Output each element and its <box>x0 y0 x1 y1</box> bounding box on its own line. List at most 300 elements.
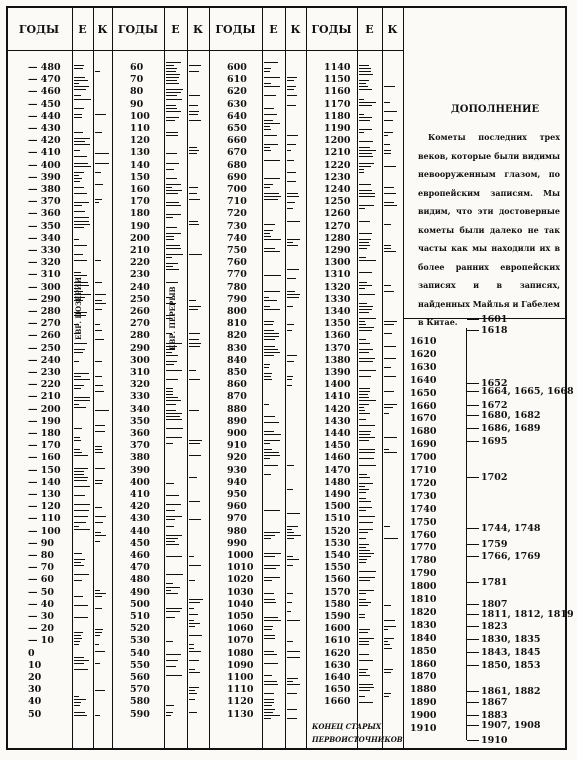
recent-tick <box>467 383 479 384</box>
tick-e <box>359 614 365 615</box>
year-label: 1110 <box>227 684 254 696</box>
tick-e <box>359 245 370 246</box>
tick-k <box>95 593 106 594</box>
tick-k <box>384 248 391 249</box>
tick-e <box>359 593 366 594</box>
tick-e <box>359 361 373 362</box>
tick-k <box>384 605 391 606</box>
tick-k <box>189 620 194 621</box>
year-label: 530 <box>130 635 150 647</box>
tick-k <box>95 632 102 633</box>
tick-e <box>359 684 373 685</box>
year-label: — 320 <box>28 257 61 269</box>
tick-e <box>264 355 274 356</box>
year-label: 720 <box>227 208 247 220</box>
tick-e <box>166 394 173 395</box>
tick-k <box>189 602 200 603</box>
tick-k <box>95 507 102 508</box>
recent-year: 1740 <box>410 503 437 515</box>
tick-e <box>74 516 88 517</box>
year-label: — 20 <box>28 623 55 635</box>
tick-e <box>359 397 369 398</box>
tick-e <box>359 282 367 283</box>
tick-k <box>189 410 199 411</box>
tick-e <box>74 352 83 353</box>
tick-e <box>264 675 272 676</box>
tick-k <box>95 468 105 469</box>
tick-e <box>166 178 177 179</box>
year-label: 650 <box>227 123 247 134</box>
year-label: 770 <box>227 269 247 281</box>
year-label: 1200 <box>324 135 351 147</box>
column-divider <box>93 6 94 750</box>
tick-e <box>74 715 87 716</box>
tick-e <box>166 712 173 713</box>
tick-e <box>166 193 178 194</box>
tick-k <box>189 333 200 334</box>
tick-e <box>359 434 370 435</box>
tick-k <box>287 202 295 203</box>
tick-k <box>384 648 392 649</box>
tick-e <box>359 529 373 530</box>
tick-k <box>95 635 100 636</box>
header-rule <box>6 50 403 51</box>
addendum-text: Кометы последних трех веков, которые были видимы невооруженным глазом, по европейским записям. Мы видим, что эти достоверные кометы были далеко не так часты как мы находили их в более ранних европейских записях и в записях, найденных Майлья и Габелем в Китае. <box>418 132 560 327</box>
year-label: — 450 <box>28 98 61 110</box>
tick-e <box>359 449 375 450</box>
tick-k <box>384 641 388 642</box>
tick-k <box>189 608 194 609</box>
year-label: 1270 <box>324 220 351 232</box>
year-label: 960 <box>227 501 247 513</box>
tick-e <box>359 544 369 545</box>
tick-k <box>384 193 396 194</box>
tick-e <box>359 349 373 350</box>
tick-e <box>166 80 177 81</box>
year-label: 1390 <box>324 367 351 378</box>
tick-e <box>359 318 376 319</box>
year-label: 1620 <box>324 647 351 659</box>
tick-e <box>74 68 83 69</box>
tick-e <box>166 65 174 66</box>
year-label: 1560 <box>324 574 351 586</box>
tick-e <box>359 550 370 551</box>
tick-e <box>264 321 274 322</box>
tick-e <box>264 440 280 441</box>
tick-e <box>264 346 275 347</box>
tick-k <box>95 596 102 597</box>
tick-e <box>74 574 89 575</box>
recent-year: 1850 <box>410 645 437 657</box>
tick-e <box>166 400 181 401</box>
year-label: 870 <box>227 391 247 403</box>
tick-k <box>189 343 201 344</box>
tick-e <box>359 501 371 502</box>
tick-e <box>359 184 371 185</box>
recent-tick <box>467 405 479 406</box>
column-divider <box>285 6 286 750</box>
header-years: ГОДЫ <box>311 22 352 36</box>
year-label: 1080 <box>227 647 254 659</box>
tick-k <box>384 407 393 408</box>
tick-k <box>287 718 297 719</box>
tick-e <box>264 160 280 161</box>
tick-e <box>359 547 366 548</box>
recent-comet-label: 1807 <box>481 599 508 610</box>
tick-k <box>384 367 391 368</box>
tick-e <box>264 248 275 249</box>
tick-e <box>74 553 82 554</box>
year-label: 830 <box>227 342 247 354</box>
year-label: 800 <box>227 306 247 317</box>
recent-comet-label: 1830, 1835 <box>481 634 541 645</box>
tick-k <box>189 150 199 151</box>
tick-e <box>359 306 373 307</box>
recent-year: 1720 <box>410 477 437 489</box>
year-label: 630 <box>227 98 247 110</box>
year-label: 1330 <box>324 293 351 305</box>
year-label: 1120 <box>227 696 254 708</box>
tick-k <box>95 425 105 426</box>
tick-k <box>189 556 194 557</box>
tick-e <box>264 718 271 719</box>
year-label: — 240 <box>28 354 61 366</box>
recent-year: 1880 <box>410 684 437 696</box>
tick-k <box>287 355 297 356</box>
tick-e <box>166 379 178 380</box>
tick-k <box>189 623 200 624</box>
tick-e <box>359 205 374 206</box>
tick-e <box>166 556 182 557</box>
year-label: — 30 <box>28 611 55 622</box>
year-label: 1090 <box>227 659 254 671</box>
tick-e <box>264 416 275 417</box>
tick-e <box>359 391 370 392</box>
tick-e <box>166 83 179 84</box>
year-label: 1650 <box>324 684 351 696</box>
tick-e <box>74 455 88 456</box>
tick-e <box>166 239 174 240</box>
tick-e <box>359 242 369 243</box>
tick-k <box>189 193 197 194</box>
tick-e <box>264 699 274 700</box>
year-label: 1580 <box>324 598 351 610</box>
year-label: 580 <box>130 696 150 708</box>
header-k: К <box>387 22 398 36</box>
year-label: 1430 <box>324 415 351 427</box>
year-label: 1540 <box>324 550 351 561</box>
tick-k <box>287 297 299 298</box>
year-label: 130 <box>130 147 150 159</box>
year-label: 560 <box>130 672 150 683</box>
tick-k <box>287 489 293 490</box>
tick-k <box>287 684 300 685</box>
tick-e <box>166 217 173 218</box>
recent-comet-label: 1910 <box>481 735 508 746</box>
rotated-label-b: ЕВР. ПЕРЕРЫВ <box>168 286 177 350</box>
header-years: ГОДЫ <box>117 22 159 36</box>
year-label: 810 <box>227 318 247 330</box>
tick-e <box>74 699 86 700</box>
tick-e <box>74 227 84 228</box>
year-label: 220 <box>130 257 150 269</box>
tick-k <box>95 153 109 154</box>
tick-e <box>166 541 175 542</box>
year-label: 780 <box>227 281 247 293</box>
year-label: 280 <box>130 330 150 342</box>
tick-k <box>189 614 198 615</box>
tick-e <box>166 184 181 185</box>
recent-year: 1750 <box>410 516 437 528</box>
recent-comet-label: 1883 <box>481 710 508 721</box>
year-label: 330 <box>130 391 150 403</box>
tick-e <box>359 507 372 508</box>
tick-e <box>359 309 372 310</box>
tick-e <box>264 474 271 475</box>
tick-e <box>264 114 277 115</box>
tick-e <box>166 111 181 112</box>
tick-e <box>264 379 272 380</box>
year-label: — 360 <box>28 208 61 220</box>
tick-e <box>359 672 366 673</box>
tick-e <box>166 495 179 496</box>
tick-e <box>359 193 375 194</box>
tick-e <box>359 553 374 554</box>
column-divider <box>72 6 73 750</box>
tick-e <box>264 367 269 368</box>
year-label: — 370 <box>28 196 61 208</box>
year-label: — 250 <box>28 342 61 354</box>
tick-e <box>359 580 370 581</box>
tick-k <box>287 559 299 560</box>
year-label: 700 <box>227 184 247 195</box>
year-label: 1250 <box>324 196 351 208</box>
tick-e <box>264 580 272 581</box>
tick-e <box>74 468 88 469</box>
tick-k <box>384 644 390 645</box>
year-label: 670 <box>227 147 247 159</box>
tick-e <box>74 437 80 438</box>
tick-e <box>359 208 365 209</box>
tick-e <box>359 477 370 478</box>
tick-e <box>359 74 373 75</box>
tick-e <box>359 452 375 453</box>
tick-e <box>264 178 280 179</box>
tick-e <box>74 495 85 496</box>
year-label: — 110 <box>28 513 61 525</box>
tick-e <box>359 89 372 90</box>
tick-e <box>166 437 182 438</box>
tick-e <box>166 205 181 206</box>
year-label: — 120 <box>28 501 61 513</box>
recent-comet-label: 1843, 1845 <box>481 647 541 658</box>
tick-k <box>384 376 396 377</box>
year-label: 910 <box>227 440 247 452</box>
recent-comet-label: 1664, 1665, 1668 <box>481 386 574 397</box>
tick-e <box>359 437 375 438</box>
recent-comet-label: 1695 <box>481 436 508 447</box>
year-label: 1410 <box>324 391 351 403</box>
recent-year: 1860 <box>410 658 437 670</box>
tick-e <box>359 702 373 703</box>
tick-e <box>359 99 364 100</box>
year-label: — 440 <box>28 110 61 122</box>
tick-k <box>384 144 390 145</box>
tick-e <box>359 522 373 523</box>
tick-k <box>189 443 200 444</box>
tick-k <box>287 532 294 533</box>
year-label: — 10 <box>28 635 55 647</box>
tick-k <box>189 71 199 72</box>
recent-comet-label: 1781 <box>481 577 508 588</box>
year-label: 1370 <box>324 342 351 354</box>
year-label: — 390 <box>28 171 61 183</box>
tick-k <box>287 221 300 222</box>
tick-e <box>359 324 366 325</box>
tick-k <box>287 651 300 652</box>
tick-e <box>264 510 280 511</box>
tick-e <box>264 306 270 307</box>
tick-k <box>384 86 395 87</box>
year-label: 430 <box>130 513 150 525</box>
tick-e <box>166 574 183 575</box>
tick-e <box>74 272 81 273</box>
recent-tick <box>467 639 479 640</box>
column-divider <box>209 6 210 750</box>
tick-k <box>189 254 202 255</box>
tick-k <box>189 519 201 520</box>
tick-e <box>74 343 87 344</box>
header-e: Е <box>171 22 180 36</box>
tick-e <box>359 431 371 432</box>
tick-e <box>74 580 82 581</box>
tick-e <box>166 364 174 365</box>
tick-e <box>359 696 365 697</box>
tick-k <box>189 651 201 652</box>
year-label: 400 <box>130 476 150 488</box>
tick-k <box>384 166 396 167</box>
tick-k <box>287 526 298 527</box>
column-divider <box>382 6 383 750</box>
tick-k <box>287 385 292 386</box>
tick-k <box>384 358 396 359</box>
tick-e <box>359 172 364 173</box>
year-label: — 340 <box>28 232 61 244</box>
tick-e <box>74 221 89 222</box>
tick-e <box>359 510 366 511</box>
tick-e <box>166 254 183 255</box>
year-label: — 130 <box>28 489 61 500</box>
tick-k <box>384 285 391 286</box>
year-label: 420 <box>130 501 150 513</box>
tick-e <box>74 80 88 81</box>
tick-k <box>384 135 388 136</box>
recent-tick <box>467 604 479 605</box>
tick-e <box>166 74 180 75</box>
tick-e <box>359 458 374 459</box>
tick-e <box>359 602 371 603</box>
year-label: 1000 <box>227 550 254 561</box>
tick-e <box>359 257 366 258</box>
year-label: 460 <box>130 550 150 561</box>
tick-e <box>264 339 275 340</box>
year-label: — 400 <box>28 159 61 171</box>
tick-e <box>359 599 366 600</box>
tick-e <box>166 263 178 264</box>
year-label: 820 <box>227 330 247 342</box>
tick-k <box>95 376 102 377</box>
tick-e <box>264 651 274 652</box>
tick-e <box>74 77 85 78</box>
tick-e <box>359 492 366 493</box>
tick-e <box>264 251 280 252</box>
year-label: 1570 <box>324 586 351 598</box>
recent-tick <box>467 415 479 416</box>
tick-k <box>189 644 194 645</box>
tick-e <box>264 135 277 136</box>
year-label: 1640 <box>324 672 351 683</box>
tick-e <box>166 391 173 392</box>
tick-e <box>74 385 84 386</box>
tick-e <box>264 431 274 432</box>
tick-k <box>287 181 296 182</box>
tick-k <box>287 513 300 514</box>
year-label: 950 <box>227 489 247 500</box>
tick-e <box>359 605 368 606</box>
tick-e <box>359 120 370 121</box>
tick-e <box>74 705 80 706</box>
recent-year: 1870 <box>410 671 437 683</box>
year-label: — 90 <box>28 537 55 549</box>
tick-k <box>189 339 199 340</box>
tick-e <box>74 181 80 182</box>
tick-e <box>166 416 180 417</box>
recent-comet-label: 1759 <box>481 539 508 550</box>
tick-e <box>166 654 181 655</box>
tick-k <box>287 306 293 307</box>
tick-e <box>359 166 371 167</box>
tick-e <box>264 452 279 453</box>
tick-k <box>189 672 200 673</box>
year-label: 1050 <box>227 611 254 622</box>
tick-e <box>359 654 369 655</box>
tick-e <box>264 568 276 569</box>
tick-e <box>264 705 272 706</box>
tick-e <box>359 638 374 639</box>
tick-e <box>74 605 88 606</box>
year-label: — 380 <box>28 184 61 195</box>
tick-k <box>384 291 394 292</box>
year-label: — 310 <box>28 269 61 281</box>
year-label: 1130 <box>227 708 254 720</box>
tick-k <box>287 593 293 594</box>
tick-k <box>384 132 393 133</box>
tick-e <box>74 224 90 225</box>
tick-e <box>166 593 178 594</box>
tick-e <box>74 132 83 133</box>
year-label: 310 <box>130 367 150 378</box>
tick-e <box>359 260 376 261</box>
tick-k <box>287 105 296 106</box>
tick-e <box>359 556 371 557</box>
year-label: 40 <box>28 696 42 708</box>
year-label: 1180 <box>324 110 351 122</box>
year-label: 540 <box>130 647 150 659</box>
tick-k <box>95 532 101 533</box>
tick-k <box>287 602 292 603</box>
tick-e <box>264 376 271 377</box>
tick-e <box>264 617 278 618</box>
